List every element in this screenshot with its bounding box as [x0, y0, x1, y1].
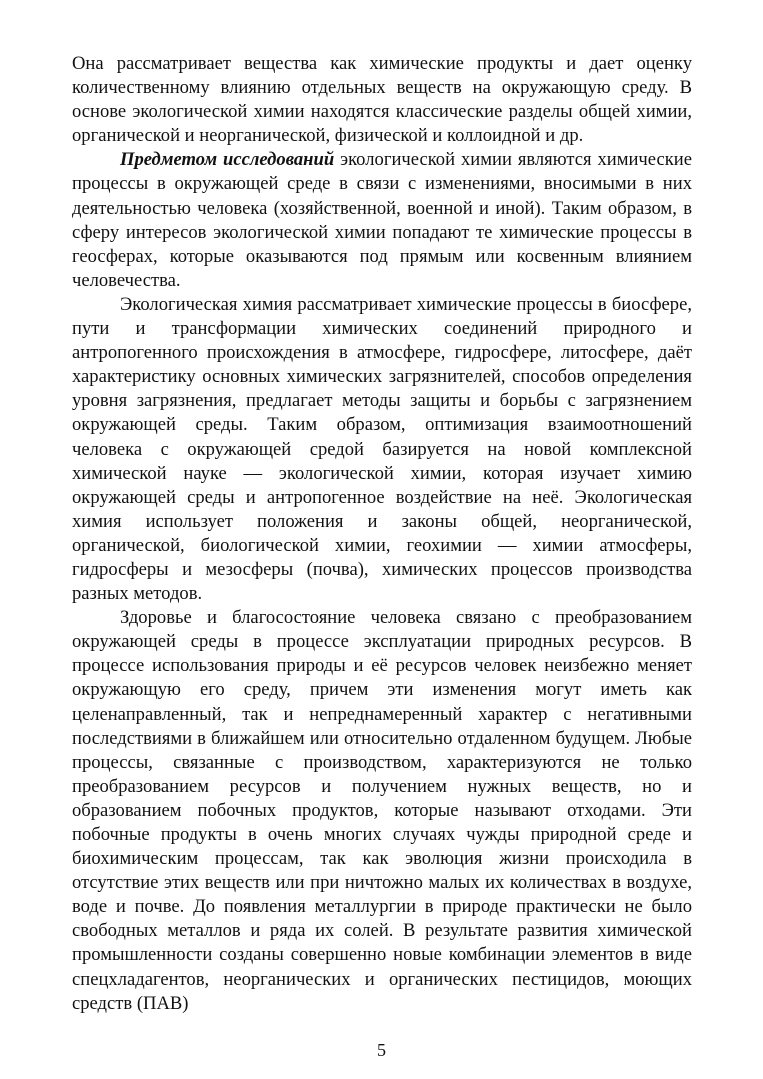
- paragraph-2: [72, 148, 692, 293]
- paragraph-2-text: экологической химии являются химические процессы в окружающей среде в связи с изменениями, вносимыми в них деятельностью человека (хозяйственной, военной и иной). Таким образом, в сферу интересов экологической химии попадают те химические процессы в геосферах, которые оказываются под прямым или косвенным влиянием человечества.: [72, 149, 692, 291]
- paragraph-1: Она рассматривает вещества как химические продукты и дает оценку количественному влиянию отдельных веществ на окружающую среду. В основе экологической химии находятся классические разделы общей химии, органической и неорганической, физической и коллоидной и др.: [72, 53, 692, 147]
- paragraph-4: Здоровье и благосостояние человека связано с преобразованием окружающей среды в процессе эксплуатации природных ресурсов. В процессе использования природы и её ресурсов человек неизбежно меняет окружающую его среду, причем эти изменения могут иметь как целенаправленный, так и непреднамеренный характер с негативными последствиями в ближайшем или относительно отдаленном будущем. Любые процессы, связанные с производством, характеризуются не только преобразованием ресурсов и получением нужных веществ, но и образованием побочных продуктов, которые называют отходами. Эти побочные продукты в очень многих случаях чужды природной среде и биохимическим процессам, так как эволюция жизни происходила в отсутствие этих веществ или при ничтожно малых их количествах в воздухе, воде и почве. До появления металлургии в природе практически не было свободных металлов и ряда их солей. В результате развития химической промышленности созданы совершенно новые комбинации элементов в виде спецхладагентов, неорганических и органических пестицидов, моющих средств (ПАВ): [72, 607, 692, 1014]
- page-number: 5: [377, 1040, 386, 1060]
- page-body: [72, 52, 692, 1016]
- paragraph-3: Экологическая химия рассматривает химические процессы в биосфере, пути и трансформации химических соединений природного и антропогенного происхождения в атмосфере, гидросфере, литосфере, даёт характеристику основных химических загрязнителей, способов определения уровня загрязнения, предлагает методы защиты и борьбы с загрязнением окружающей среды. Таким образом, оптимизация взаимоотношений человека с окружающей средой базируется на новой комплексной химической науке — экологической химии, которая изучает химию окружающей среды и антропогенное воздействие на неё. Экологическая химия использует положения и законы общей, неорганической, органической, биологической химии, геохимии — химии атмосферы, гидросферы и мезосферы (почва), химических процессов производства разных методов.: [72, 293, 692, 605]
- paragraph-2-emphasis: Предметом исследований: [120, 149, 335, 171]
